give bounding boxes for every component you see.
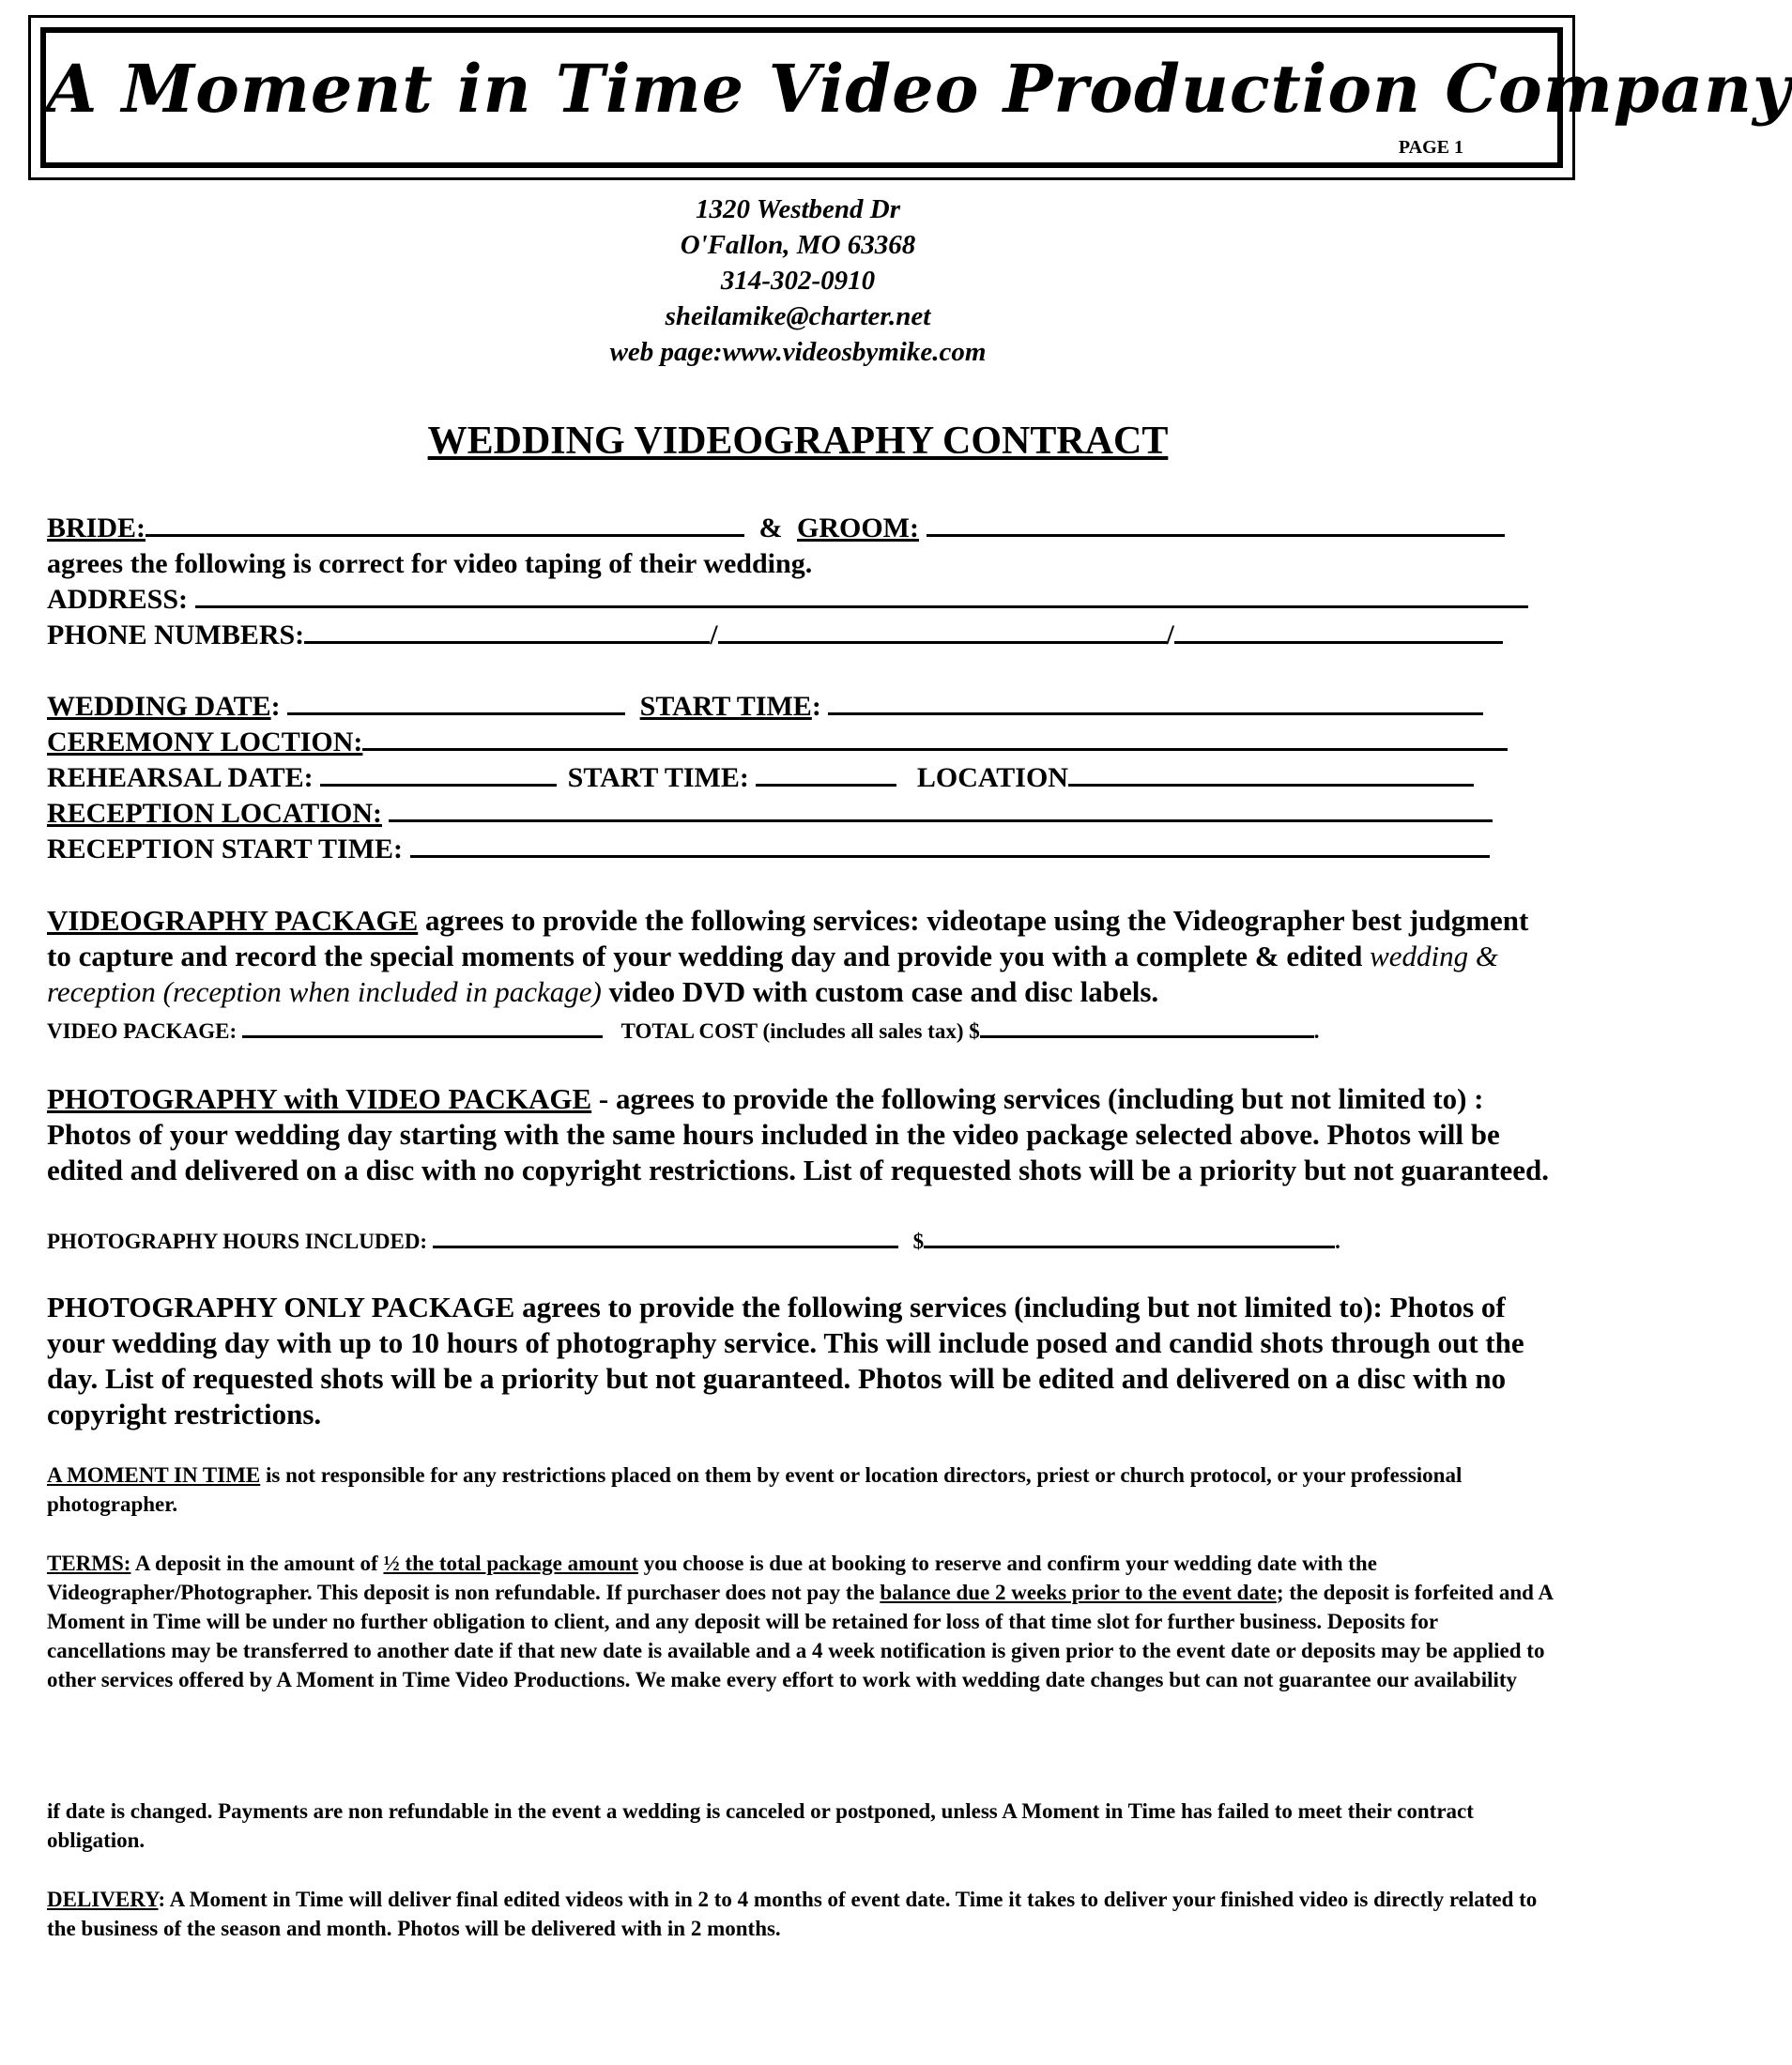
terms-paragraph (47, 1549, 1558, 1694)
bride-label: BRIDE: (47, 512, 146, 543)
period: . (1313, 1019, 1320, 1043)
reception-location-label: RECEPTION LOCATION: (47, 798, 382, 829)
groom-field[interactable] (927, 534, 1505, 537)
terms-heading: TERMS: (47, 1552, 131, 1575)
responsibility-paragraph (47, 1461, 1558, 1519)
terms-text: ; the deposit is forfeited and A Moment in Time will be under no further obligation to client, and any deposit will be retained for loss of that time slot for further business. Deposits for cancellations may be transferred to another date if that new date is available and a 4 week notification is given prior to the event date or deposits may be applied to other services offered by A Moment in Time Video Productions. We make every effort to work with wedding date changes but can not guarantee our availability (47, 1581, 1553, 1691)
terms-text: A deposit in the amount of (130, 1552, 384, 1575)
reception-location-field[interactable] (389, 819, 1493, 822)
video-package-field[interactable] (242, 1035, 603, 1038)
rehearsal-location-field[interactable] (1068, 784, 1474, 787)
colon: : (270, 691, 281, 722)
ceremony-location-label: CEREMONY LOCTION: (47, 727, 363, 757)
photography-hours-field[interactable] (433, 1246, 898, 1248)
address-line (47, 584, 1528, 616)
delivery-text: : A Moment in Time will deliver final edited videos with in 2 to 4 months of event date. Time it takes to deliver your finished video is directly related to the business of the season and month. Photos will be delivered with in 2 months. (47, 1888, 1538, 1940)
rehearsal-date-label: REHEARSAL DATE: (47, 762, 314, 793)
photo-video-package-paragraph (47, 1081, 1558, 1188)
phone-field-3[interactable] (1174, 641, 1503, 644)
start-time-field[interactable] (828, 712, 1483, 715)
contact-phone: 314-302-0910 (720, 266, 876, 296)
agrees-line: agrees the following is correct for video taping of their wedding. (47, 548, 813, 579)
colon: : (811, 691, 821, 722)
rehearsal-line (47, 762, 1474, 794)
video-package-line (47, 1019, 1320, 1044)
contact-block (0, 191, 1596, 370)
photo-video-package-text: - agrees to provide the following services (including but not limited to) : Photos of your wedding day starting with the same hours included in the video package selected above. Photos will be edited and delivered on a disc with no copyright restrictions. List of requested shots will be a priority but not guaranteed. (47, 1082, 1549, 1186)
rehearsal-location-label: LOCATION (916, 762, 1068, 793)
phone-numbers-label: PHONE NUMBERS: (47, 620, 305, 650)
terms-deposit-amount: ½ the total package amount (383, 1552, 638, 1575)
reception-start-time-line (47, 834, 1490, 865)
photography-hours-line (47, 1230, 1340, 1254)
videography-package-italic: wedding & reception (reception when included in package) (47, 940, 1498, 1008)
total-cost-field[interactable] (980, 1035, 1314, 1038)
videography-package-text-end: video DVD with custom case and disc labels. (601, 975, 1159, 1008)
terms-balance-due: balance due 2 weeks prior to the event date (880, 1581, 1277, 1604)
contact-street: 1320 Westbend Dr (695, 194, 901, 224)
page-label: PAGE 1 (1398, 137, 1463, 158)
rehearsal-date-field[interactable] (320, 784, 557, 787)
total-cost-label: TOTAL COST (includes all sales tax) $ (620, 1019, 980, 1043)
wedding-date-line (47, 691, 1483, 723)
photography-only-paragraph: PHOTOGRAPHY ONLY PACKAGE agrees to provide the following services (including but not limited to): Photos of your wedding day with up to 10 hours of photography service. This will include posed and candid shots through out the day. List of requested shots will be a priority but not guaranteed. Photos will be edited and delivered on a disc with no copyright restrictions. (47, 1291, 1524, 1430)
terms-continuation: if date is changed. Payments are non refundable in the event a wedding is canceled or postponed, unless A Moment in Time has failed to meet their contract obligation. (47, 1799, 1474, 1852)
address-label: ADDRESS: (47, 584, 189, 615)
ceremony-location-field[interactable] (362, 748, 1508, 751)
phone-numbers-line (47, 620, 1503, 651)
ampersand: & (758, 512, 783, 543)
contact-web: web page:www.videosbymike.com (609, 337, 987, 367)
address-field[interactable] (195, 605, 1528, 608)
contact-city: O'Fallon, MO 63368 (680, 230, 916, 260)
phone-field-2[interactable] (718, 641, 1167, 644)
videography-package-paragraph (47, 903, 1558, 1010)
company-name: A Moment in Time Video Production Company (46, 50, 1792, 128)
videography-package-heading: VIDEOGRAPHY PACKAGE (47, 904, 419, 937)
bride-groom-line (47, 512, 1505, 544)
delivery-heading: DELIVERY (47, 1888, 159, 1911)
reception-start-time-label: RECEPTION START TIME: (47, 834, 404, 864)
phone-field-1[interactable] (304, 641, 710, 644)
videography-package-text: agrees to provide the following services: videotape using the Videographer best judgment to capture and record the special moments of your wedding day and provide you with a complete & edited (47, 904, 1529, 972)
reception-location-line (47, 798, 1493, 830)
contract-title: WEDDING VIDEOGRAPHY CONTRACT (427, 420, 1169, 463)
dollar-sign: $ (912, 1230, 925, 1253)
photography-price-field[interactable] (924, 1246, 1335, 1248)
phone-separator: / (1166, 620, 1174, 650)
delivery-paragraph (47, 1885, 1558, 1943)
rehearsal-start-time-label: START TIME: (567, 762, 749, 793)
groom-label: GROOM: (797, 512, 919, 543)
contact-email: sheilamike@charter.net (665, 301, 931, 331)
header-frame (28, 15, 1792, 180)
start-time-label: START TIME (639, 691, 812, 722)
bride-field[interactable] (146, 534, 744, 537)
responsibility-text: is not responsible for any restrictions placed on them by event or location directors, priest or church protocol, or your professional photographer. (47, 1463, 1463, 1516)
wedding-date-field[interactable] (287, 712, 625, 715)
rehearsal-start-time-field[interactable] (756, 784, 896, 787)
photography-hours-label: PHOTOGRAPHY HOURS INCLUDED: (47, 1230, 428, 1253)
responsibility-heading: A MOMENT IN TIME (47, 1463, 261, 1487)
header-inner-frame (40, 27, 1792, 168)
phone-separator: / (710, 620, 718, 650)
terms-text: you choose is due at booking to reserve and confirm your wedding date with the Videographer/Photographer. This deposit is non refundable. If purchaser does not pay the (47, 1552, 1377, 1604)
ceremony-location-line (47, 727, 1508, 758)
period: . (1335, 1230, 1340, 1253)
wedding-date-label: WEDDING DATE (47, 691, 271, 722)
photo-video-package-heading: PHOTOGRAPHY with VIDEO PACKAGE (47, 1082, 592, 1115)
video-package-label: VIDEO PACKAGE: (47, 1019, 237, 1043)
reception-start-time-field[interactable] (410, 855, 1490, 858)
